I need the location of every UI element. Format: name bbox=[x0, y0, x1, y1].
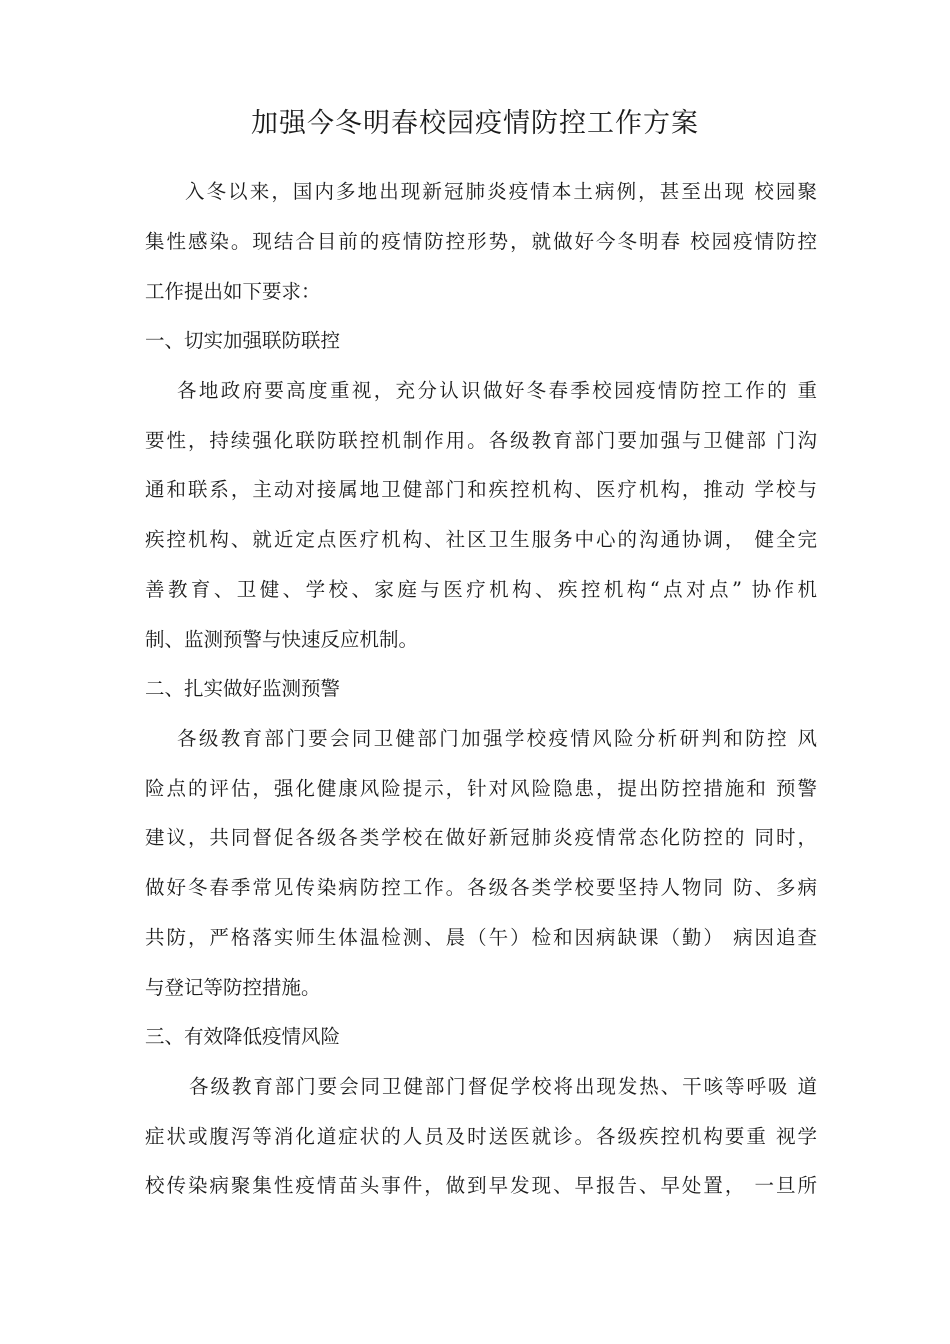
intro-line-2: 集性感染。现结合目前的疫情防控形势，就做好今冬明春 校园疫情防控 bbox=[145, 230, 817, 253]
section-1-heading: 一、切实加强联防联控 bbox=[145, 329, 341, 352]
intro-line-1: 入冬以来，国内多地出现新冠肺炎疫情本土病例，甚至出现 校园聚 bbox=[185, 180, 817, 203]
document-title: 加强今冬明春校园疫情防控工作方案 bbox=[251, 108, 699, 139]
section-2-line-5: 共防，严格落实师生体温检测、晨（午）检和因病缺课（勤） 病因追查 bbox=[145, 926, 817, 949]
section-3-heading: 三、有效降低疫情风险 bbox=[145, 1025, 341, 1048]
section-3-line-1: 各级教育部门要会同卫健部门督促学校将出现发热、干咳等呼吸 道 bbox=[189, 1075, 817, 1098]
intro-line-3: 工作提出如下要求： bbox=[145, 280, 321, 303]
section-2-line-2: 险点的评估，强化健康风险提示，针对风险隐患，提出防控措施和 预警 bbox=[145, 777, 817, 800]
section-2-line-4: 做好冬春季常见传染病防控工作。各级各类学校要坚持人物同 防、多病 bbox=[145, 876, 817, 899]
section-2-line-6: 与登记等防控措施。 bbox=[145, 976, 321, 999]
section-1-line-5: 善教育、卫健、学校、家庭与医疗机构、疾控机构“点对点” 协作机 bbox=[145, 578, 817, 601]
section-3-line-2: 症状或腹泻等消化道症状的人员及时送医就诊。各级疾控机构要重 视学 bbox=[145, 1125, 817, 1148]
section-2-heading: 二、扎实做好监测预警 bbox=[145, 677, 341, 700]
section-1-line-6: 制、监测预警与快速反应机制。 bbox=[145, 628, 419, 651]
section-3-line-3: 校传染病聚集性疫情苗头事件，做到早发现、早报告、早处置， 一旦所 bbox=[145, 1174, 817, 1197]
section-2-line-3: 建议，共同督促各级各类学校在做好新冠肺炎疫情常态化防控的 同时， bbox=[145, 826, 817, 849]
section-1-line-1: 各地政府要高度重视，充分认识做好冬春季校园疫情防控工作的 重 bbox=[177, 379, 817, 402]
section-2-line-1: 各级教育部门要会同卫健部门加强学校疫情风险分析研判和防控 风 bbox=[177, 727, 817, 750]
section-1-line-3: 通和联系，主动对接属地卫健部门和疾控机构、医疗机构，推动 学校与 bbox=[145, 478, 817, 501]
section-1-line-4: 疾控机构、就近定点医疗机构、社区卫生服务中心的沟通协调， 健全完 bbox=[145, 528, 817, 551]
section-1-line-2: 要性，持续强化联防联控机制作用。各级教育部门要加强与卫健部 门沟 bbox=[145, 429, 817, 452]
